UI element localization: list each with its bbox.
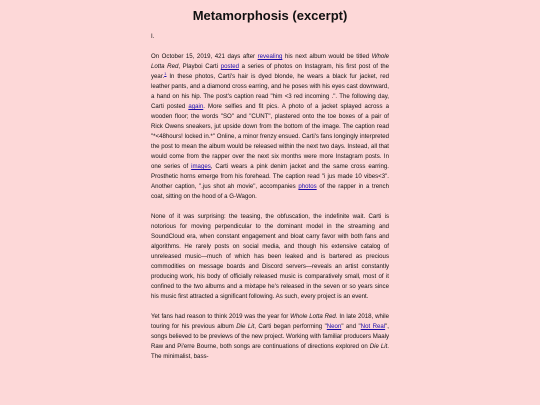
footnote-link[interactable]: 1 [164,70,167,76]
link-not-real[interactable]: Not Real [360,323,386,330]
text-span: ", songs believed to be previews of the new project. Working with familiar producers Maaly Raw and Pi'erre Bourne, both songs are continuations of directions explored on [151,323,389,350]
link-again[interactable]: again [188,103,204,110]
paragraph-1 [151,52,389,202]
text-span: . More selfies and fit pics. A photo of a jacket splayed across a wooden floor; the words "SO" and "CUNT", plastered onto the toe boxes of a pair of Rick Owens sneakers, jut upside down from the bottom of the image. The caption read "*<48hours! locked in.*" Online, a minor frenzy ensued. Carti's fans longingly interpreted the post to mean the album would be released within the next two days. Instead, all that would come from the rapper over the next six months were more Instagram posts. In one series of [151,103,389,170]
text-span: " and " [341,323,361,330]
text-span: his next album would be titled [282,53,372,60]
text-span: , Carti began performing " [254,323,327,330]
link-neon[interactable]: Neon [326,323,342,330]
text-span: , Carti wears a pink denim jacket and the same cross earring. Prosthetic horns emerge from his forehead. The caption read "i jus made 10 vibes<3". Another caption, ".jus shot ah movie", accompanies [151,163,390,190]
album-title-die-lit: Die Lit [369,343,388,350]
text-span: of the rapper in a trench coat, sitting on the hood of a G-Wagon. [151,183,389,200]
text-span: , Playboi Carti [178,63,221,70]
text-span: In these photos, Carti's hair is dyed blonde, he wears a black fur jacket, red leather pants, and a diamond cross earring, and he poses with his eyes cast downward, a hand on his hip. The post's caption read "him <3 red incoming .". The following day, Carti posted [151,73,389,110]
section-number: I. [151,33,155,40]
album-title-die-lit: Die Lit [236,323,255,330]
paragraph-2: None of it was surprising: the teasing, the obfuscation, the indefinite wait. Carti is notorious for moving perpendicular to the dominant model in the streaming and SoundCloud era, when constant engagement and bloat carry favor with both fans and algorithms. He rarely posts on social media, and though his extensive catalog of unreleased music—much of which has been leaked and is bartered as precious commodities on message boards and Discord servers—reveals an artist constantly producing work, his body of officially released music is comparatively small, most of it confined to the two albums and a mixtape he's released in the seven or so years since his music first attracted a significant following. As such, every project is an event. [151,213,389,300]
text-span: . In late 2018, while touring for his previous album [151,313,389,330]
album-title: Whole Lotta Red [290,313,336,320]
text-span: a series of photos on Instagram, his first post of the year. [151,63,389,80]
link-photos[interactable]: photos [298,183,317,190]
text-span: Yet fans had reason to think 2019 was the year for [151,313,291,320]
article-body [151,32,389,372]
link-posted[interactable]: posted [220,63,240,70]
paragraph-3 [151,312,389,362]
text-span: . The minimalist, bass- [151,343,389,360]
link-images[interactable]: images [191,163,211,170]
page-title: Metamorphosis (excerpt) [192,8,348,23]
link-revealing[interactable]: revealing [257,53,283,60]
text-span: On October 15, 2019, 421 days after [151,53,258,60]
album-title: Whole Lotta Red [151,53,390,70]
